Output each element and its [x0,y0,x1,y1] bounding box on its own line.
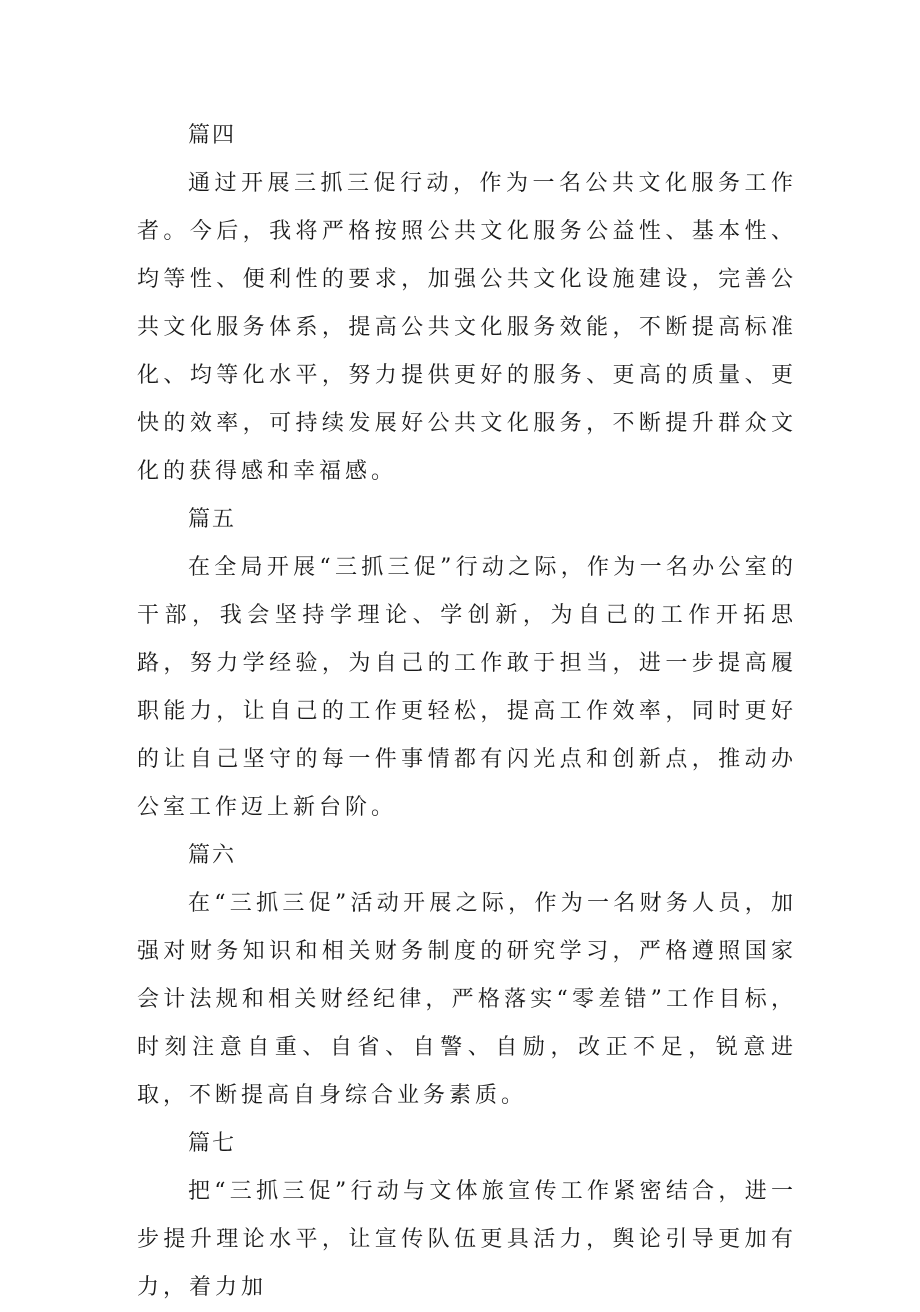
section-paragraph: 在全局开展“三抓三促”行动之际，作为一名办公室的干部，我会坚持学理论、学创新，为自己的工作开拓思路，努力学经验，为自己的工作敢于担当，进一步提高履职能力，让自己的工作更轻松，提高工作效率，同时更好的让自己坚守的每一件事情都有闪光点和创新点，推动办公室工作迈上新台阶。 [137,555,797,820]
section-4 [137,112,797,496]
document-content [137,112,797,1312]
section-5 [137,496,797,832]
section-heading: 篇四 [188,123,237,148]
section-paragraph: 在“三抓三促”活动开展之际，作为一名财务人员，加强对财务知识和相关财务制度的研究学习，严格遵照国家会计法规和相关财经纪律，严格落实“零差错”工作目标，时刻注意自重、自省、自警、自励，改正不足，锐意进取，不断提高自身综合业务素质。 [137,891,797,1108]
section-paragraph: 把“三抓三促”行动与文体旅宣传工作紧密结合，进一步提升理论水平，让宣传队伍更具活力，舆论引导更加有力，着力加 [137,1179,797,1300]
section-heading: 篇五 [188,507,237,532]
section-paragraph: 通过开展三抓三促行动，作为一名公共文化服务工作者。今后，我将严格按照公共文化服务公益性、基本性、均等性、便利性的要求，加强公共文化设施建设，完善公共文化服务体系，提高公共文化服务效能，不断提高标准化、均等化水平，努力提供更好的服务、更高的质量、更快的效率，可持续发展好公共文化服务，不断提升群众文化的获得感和幸福感。 [137,171,797,484]
section-7 [137,1120,797,1312]
section-heading: 篇七 [188,1131,237,1156]
section-heading: 篇六 [188,843,237,868]
section-6 [137,832,797,1120]
